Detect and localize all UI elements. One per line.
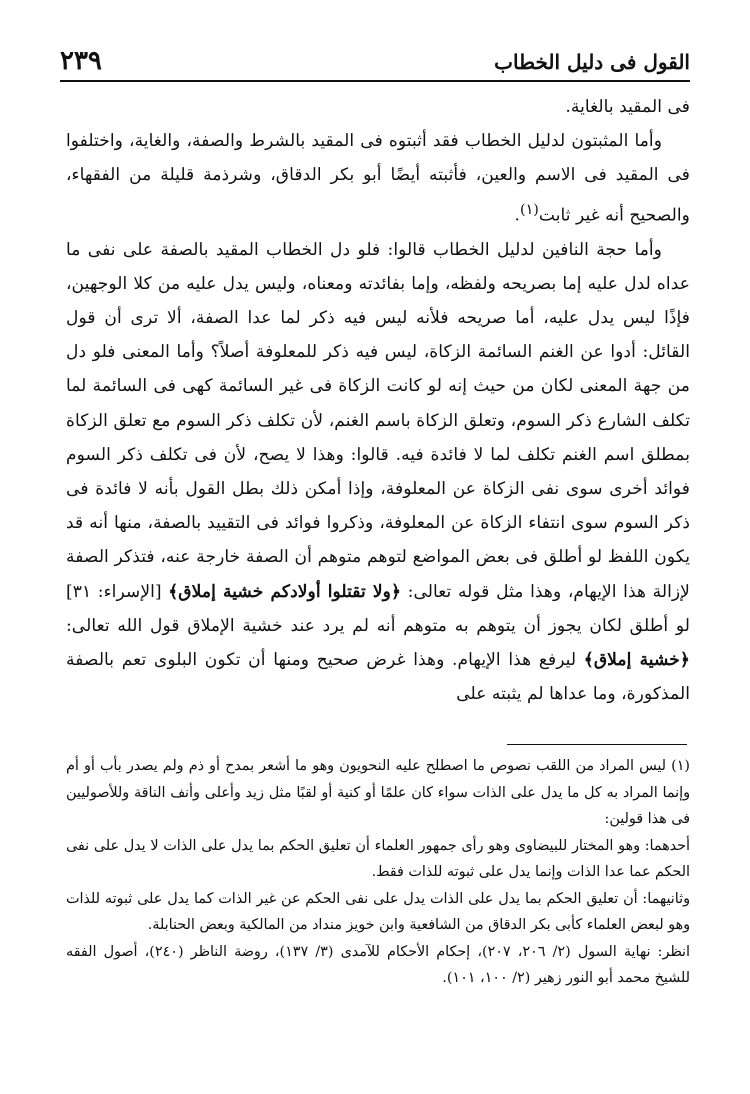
paragraph-3-text-a: وأما حجة النافين لدليل الخطاب قالوا: فلو دل الخطاب المقيد بالصفة على نفى ما عداه لدل عليه إما بصريحه ولفظه، وإما بفائدته ومعناه، وليس يدل عليه من كلا الوجهين، فإذًا ليس يدل عليه، أما صريحه فلأنه ليس فيه ذكر لما عدا الصفة، ألا ترى أن قول القائل: أدوا عن الغنم السائمة الزكاة، ليس فيه ذكر للمعلوفة أصلاً؟ وأما المعنى فلو دل من جهة المعنى لكان من حيث إنه لو كانت الزكاة فى غير السائمة كهى فى السائمة لما تكلف الشارع ذكر السوم، وتعلق الزكاة باسم الغنم، لأن تكلف ذكر السوم مع تعلق الزكاة بمطلق اسم الغنم تكلف لما لا فائدة فيه. قالوا: وهذا لا يصح، لأن فى تكلف ذكر السوم فوائد أخرى سوى نفى الزكاة عن المعلوفة، وإذا أمكن ذلك بطل القول بأنه لا فائدة فى ذكر السوم سوى انتفاء الزكاة عن المعلوفة، وذكروا فوائد فى التقييد بالصفة، منها أنه قد يكون اللفظ لو أطلق فى بعض المواضع لتوهم متوهم أن الصفة خارجة عنه، فتذكر الصفة لإزالة هذا الإيهام، وهذا مثل قوله تعالى:: [66, 239, 690, 602]
quran-verse-1: ﴿ولا تقتلوا أولادكم خشية إملاق﴾: [168, 581, 402, 602]
footnote-1: (١) ليس المراد من اللقب نصوص ما اصطلح عليه النحويون وهو ما أشعر بمدح أو ذم ولم يصدر بأب أو أم وإنما المراد به كل ما يدل على الذات سواء كان علمًا أو كنية أو لقبًا مثل زيد وأعلى وأنف الناقة وللأصوليين فى هذا قولين:: [66, 758, 690, 827]
chapter-title: القول فى دليل الخطاب: [494, 50, 690, 74]
footnote-sources: انظر: نهاية السول (٢/ ٢٠٦، ٢٠٧)، إحكام الأحكام للآمدى (٣/ ١٣٧)، روضة الناظر (٢٤٠)، أصول الفقه للشيخ محمد أبو النور زهير (٢/ ١٠٠، ١٠١).: [66, 943, 691, 986]
quran-verse-2: ﴿خشية إملاق﴾: [583, 649, 691, 670]
footnote-second-opinion: وثانيهما: أن تعليق الحكم بما يدل على الذات يدل على نفى الحكم عن غير الذات كما يدل على ثبوته للذات وهو لبعض العلماء كأبى بكر الدقاق من الشافعية وابن خويز منداد من المالكية وبعض الحنابلة.: [66, 890, 690, 933]
paragraph-3-text-b: لو أطلق لكان يجوز أن يتوهم به متوهم أنه لم يرد عند خشية الإملاق قول الله تعالى:: [66, 615, 690, 636]
paragraph-3-text-c: ليرفع هذا الإيهام. وهذا غرض صحيح ومنها أن تكون البلوى تعم بالصفة المذكورة، وما عداها لم يثبته على: [66, 649, 690, 705]
paragraph-2-end: .: [514, 205, 520, 226]
main-text: [66, 90, 690, 711]
running-header: [60, 44, 690, 82]
paragraph-3: [66, 233, 690, 712]
footnote-ref: (١): [520, 201, 539, 218]
page-number: ٢٣٩: [60, 46, 102, 76]
paragraph-1: فى المقيد بالغاية.: [565, 97, 690, 117]
footnote-first-opinion: أحدهما: وهو المختار للبيضاوى وهو رأى جمهور العلماء أن تعليق الحكم بما يدل على الذات لا يدل على نفى الحكم عما عدا الذات وإنما يدل على ثبوته للذات فقط.: [66, 837, 690, 880]
verse-reference: [الإسراء: ٣١]: [66, 581, 169, 602]
footnotes: [66, 753, 690, 992]
paragraph-2-text: وأما المثبتون لدليل الخطاب فقد أثبتوه فى المقيد بالشرط والصفة، والغاية، واختلفوا فى المقيد فى الاسم والعين، فأثبته أيضًا أبو بكر الدقاق، وشرذمة قليلة من الفقهاء، والصحيح أنه غير ثابت: [66, 131, 690, 226]
footnote-divider: [507, 744, 687, 745]
paragraph-2: [66, 124, 690, 232]
